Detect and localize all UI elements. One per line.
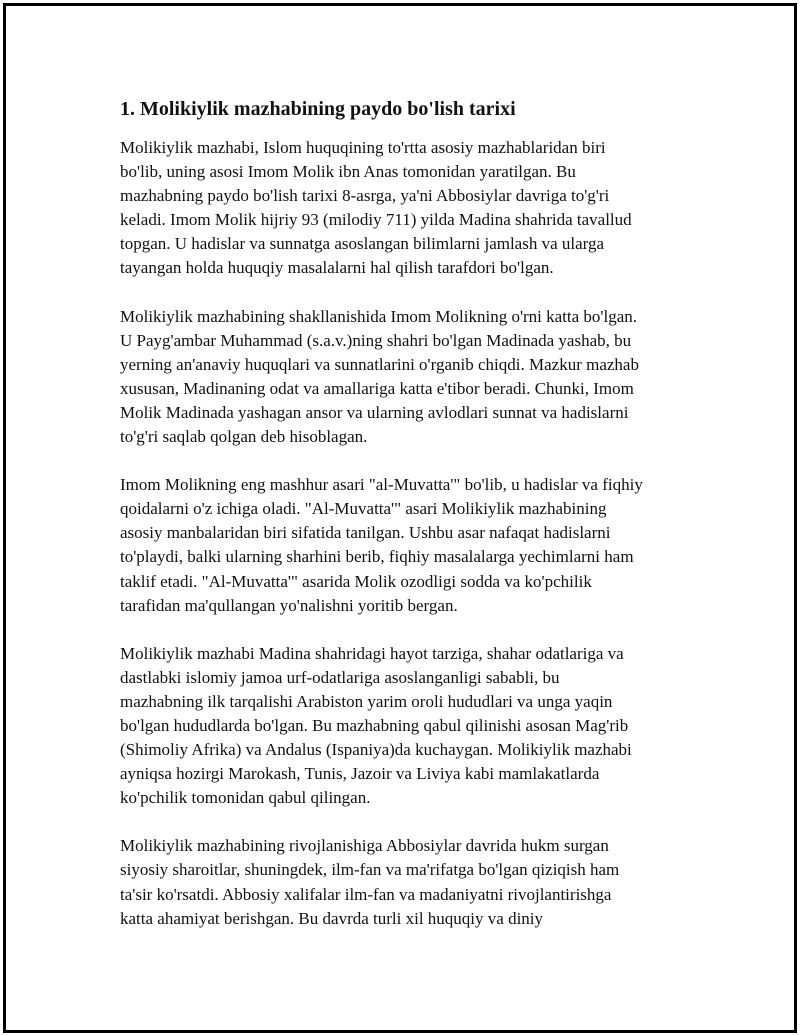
document-page bbox=[3, 3, 797, 1033]
text-line: yerning an'anaviy huquqlari va sunnatlarini o'rganib chiqdi. Mazkur mazhab bbox=[120, 354, 639, 374]
text-line: tarafidan ma'qullangan yo'nalishni yoritib bergan. bbox=[120, 595, 458, 615]
text-line: tayangan holda huquqiy masalalarni hal qilish tarafdori bo'lgan. bbox=[120, 258, 554, 278]
text-line: mazhabning paydo bo'lish tarixi 8-asrga, ya'ni Abbosiylar davriga to'g'ri bbox=[120, 186, 610, 206]
text-line: Molik Madinada yashagan ansor va ularning avlodlari sunnat va hadislarni bbox=[120, 402, 629, 422]
text-line: mazhabning ilk tarqalishi Arabiston yarim oroli hududlari va unga yaqin bbox=[120, 691, 613, 711]
text-line: siyosiy sharoitlar, shuningdek, ilm-fan va ma'rifatga bo'lgan qiziqish ham bbox=[120, 860, 620, 880]
text-line: xususan, Madinaning odat va amallariga katta e'tibor beradi. Chunki, Imom bbox=[120, 378, 634, 398]
text-line: qoidalarni o'z ichiga oladi. "Al-Muvatta'" asari Molikiylik mazhabining bbox=[120, 499, 607, 519]
text-line: asosiy manbalaridan biri sifatida tanilgan. Ushbu asar nafaqat hadislarni bbox=[120, 523, 611, 543]
text-line: ko'pchilik tomonidan qabul qilingan. bbox=[120, 788, 371, 808]
text-line: Molikiylik mazhabi, Islom huquqining to'rtta asosiy mazhablaridan biri bbox=[120, 138, 606, 157]
text-line: katta ahamiyat berishgan. Bu davrda turli xil huquqiy va diniy bbox=[120, 908, 544, 928]
paragraph-4 bbox=[120, 642, 700, 811]
text-line: Imom Molikning eng mashhur asari "al-Muvatta'" bo'lib, u hadislar va fiqhiy bbox=[120, 475, 643, 495]
text-line: topgan. U hadislar va sunnatga asoslangan bilimlarni jamlash va ularga bbox=[120, 234, 605, 254]
text-line: U Payg'ambar Muhammad (s.a.v.)ning shahri bo'lgan Madinada yashab, bu bbox=[120, 330, 632, 350]
text-line: to'playdi, balki ularning sharhini berib, fiqhiy masalalarga yechimlarni ham bbox=[120, 547, 634, 567]
text-line: bo'lib, uning asosi Imom Molik ibn Anas tomonidan yaratilgan. Bu bbox=[120, 162, 576, 182]
text-line: bo'lgan hududlarda bo'lgan. Bu mazhabning qabul qilinishi asosan Mag'rib bbox=[120, 715, 629, 735]
text-line: (Shimoliy Afrika) va Andalus (Ispaniya)da kuchaygan. Molikiylik mazhabi bbox=[120, 740, 632, 760]
text-line: ta'sir ko'rsatdi. Abbosiy xalifalar ilm-fan va madaniyatni rivojlantirishga bbox=[120, 884, 612, 904]
text-line: Molikiylik mazhabining rivojlanishiga Abbosiylar davrida hukm surgan bbox=[120, 836, 609, 856]
paragraph-5 bbox=[120, 834, 700, 930]
text-line: taklif etadi. "Al-Muvatta'" asarida Molik ozodligi sodda va ko'pchilik bbox=[120, 571, 592, 591]
document-content bbox=[120, 96, 700, 955]
text-line: Molikiylik mazhabining shakllanishida Imom Molikning o'rni katta bo'lgan. bbox=[120, 306, 638, 326]
text-line: ayniqsa hozirgi Marokash, Tunis, Jazoir va Liviya kabi mamlakatlarda bbox=[120, 764, 600, 784]
section-heading: 1. Molikiylik mazhabining paydo bo'lish tarixi bbox=[120, 98, 516, 120]
text-line: keladi. Imom Molik hijriy 93 (milodiy 711) yilda Madina shahrida tavallud bbox=[120, 210, 632, 230]
text-line: Molikiylik mazhabi Madina shahridagi hayot tarziga, shahar odatlariga va bbox=[120, 643, 624, 663]
text-line: dastlabki islomiy jamoa urf-odatlariga asoslanganligi sababli, bu bbox=[120, 667, 560, 687]
paragraph-2 bbox=[120, 305, 700, 450]
paragraph-1 bbox=[120, 136, 700, 281]
paragraph-3 bbox=[120, 473, 700, 618]
text-line: to'g'ri saqlab qolgan deb hisoblagan. bbox=[120, 427, 368, 447]
